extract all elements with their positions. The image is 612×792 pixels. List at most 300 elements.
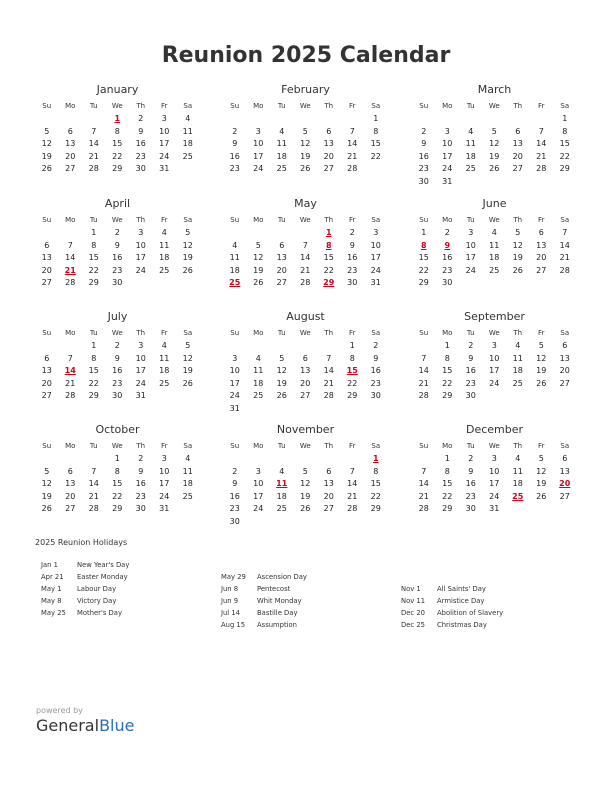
weekday-header: Mo bbox=[253, 329, 264, 337]
day-cell: 5 bbox=[279, 353, 285, 363]
day-cell: 18 bbox=[512, 366, 523, 375]
holiday-name: Mother's Day bbox=[77, 609, 122, 617]
weekday-header: Th bbox=[324, 329, 334, 337]
empty-cell bbox=[294, 227, 318, 240]
day-cell: 6 bbox=[515, 126, 521, 136]
weekday-header: Mo bbox=[442, 102, 453, 110]
day-cell: 19 bbox=[300, 491, 311, 501]
weekday-header: Mo bbox=[65, 102, 76, 110]
month-name: November bbox=[276, 423, 335, 436]
day-cell: 24 bbox=[253, 504, 264, 513]
day-cell: 11 bbox=[159, 240, 170, 250]
day-cell: 29 bbox=[88, 278, 99, 287]
day-cell: 12 bbox=[300, 139, 311, 148]
day-cell: 11 bbox=[512, 466, 523, 476]
weekday-header: Tu bbox=[466, 216, 475, 224]
day-cell: 7 bbox=[421, 466, 427, 476]
day-cell: 25 bbox=[182, 491, 193, 501]
weekday-header: Sa bbox=[371, 102, 381, 110]
day-cell: 1 bbox=[421, 228, 427, 237]
day-cell: 11 bbox=[182, 126, 193, 136]
day-cell: 8 bbox=[349, 353, 355, 363]
day-cell: 19 bbox=[182, 253, 193, 262]
weekday-header: Su bbox=[230, 216, 240, 224]
day-cell: 24 bbox=[489, 491, 500, 501]
month-may bbox=[223, 197, 388, 290]
day-cell: 30 bbox=[418, 176, 429, 186]
day-cell: 5 bbox=[538, 454, 544, 463]
weekday-header: Su bbox=[230, 442, 240, 450]
weekday-header: Tu bbox=[277, 102, 286, 110]
day-cell: 17 bbox=[442, 151, 453, 161]
holiday-column bbox=[401, 583, 571, 631]
weekday-header: Su bbox=[42, 102, 52, 110]
empty-cell bbox=[483, 113, 507, 126]
day-cell: 19 bbox=[536, 366, 547, 375]
day-cell: 10 bbox=[159, 466, 170, 476]
day-cell: 12 bbox=[253, 253, 264, 262]
day-cell: 24 bbox=[135, 378, 146, 388]
empty-cell bbox=[247, 340, 271, 353]
weekday-header: Tu bbox=[277, 442, 286, 450]
day-cell: 15 bbox=[442, 366, 453, 375]
month-days-grid bbox=[412, 214, 577, 290]
day-cell: 9 bbox=[373, 353, 379, 363]
day-cell: 17 bbox=[159, 479, 170, 488]
day-cell: 29 bbox=[347, 391, 358, 400]
day-cell: 14 bbox=[88, 479, 99, 488]
day-cell: 5 bbox=[302, 466, 308, 476]
day-cell: 11 bbox=[182, 466, 193, 476]
day-cell: 26 bbox=[182, 378, 193, 388]
weekday-header: Tu bbox=[466, 442, 475, 450]
empty-cell bbox=[459, 113, 483, 126]
day-cell: 12 bbox=[41, 139, 52, 148]
holiday-row bbox=[401, 607, 571, 619]
day-cell: 22 bbox=[442, 491, 453, 501]
day-cell: 13 bbox=[41, 253, 52, 262]
holiday-name: Christmas Day bbox=[437, 621, 487, 629]
day-cell: 29 bbox=[418, 278, 429, 287]
holiday-row bbox=[401, 595, 571, 607]
weekday-header: We bbox=[111, 102, 123, 110]
weekday-header: We bbox=[111, 329, 123, 337]
empty-cell bbox=[35, 340, 59, 353]
day-cell: 6 bbox=[326, 126, 332, 136]
empty-cell bbox=[317, 453, 341, 466]
holiday-day: 20 bbox=[559, 479, 571, 488]
day-cell: 28 bbox=[88, 504, 99, 513]
day-cell: 16 bbox=[442, 253, 453, 262]
day-cell: 30 bbox=[112, 278, 123, 287]
day-cell: 15 bbox=[442, 479, 453, 488]
month-september bbox=[412, 310, 577, 403]
day-cell: 17 bbox=[229, 378, 240, 388]
empty-cell bbox=[247, 453, 271, 466]
holiday-column bbox=[41, 559, 211, 619]
day-cell: 31 bbox=[370, 278, 381, 287]
day-cell: 19 bbox=[300, 151, 311, 161]
day-cell: 18 bbox=[182, 139, 193, 148]
weekday-header: Tu bbox=[89, 216, 98, 224]
day-cell: 7 bbox=[326, 353, 332, 363]
day-cell: 31 bbox=[159, 164, 170, 173]
day-cell: 17 bbox=[135, 253, 146, 262]
day-cell: 30 bbox=[465, 391, 476, 400]
day-cell: 15 bbox=[112, 479, 123, 488]
day-cell: 8 bbox=[91, 240, 97, 250]
empty-cell bbox=[82, 453, 106, 466]
day-cell: 26 bbox=[276, 391, 287, 400]
empty-cell bbox=[294, 340, 318, 353]
day-cell: 5 bbox=[538, 341, 544, 350]
day-cell: 26 bbox=[300, 164, 311, 173]
day-cell: 25 bbox=[465, 164, 476, 173]
day-cell: 31 bbox=[135, 391, 146, 400]
day-cell: 29 bbox=[559, 164, 570, 173]
weekday-header: We bbox=[488, 216, 500, 224]
day-cell: 2 bbox=[468, 454, 474, 463]
day-cell: 27 bbox=[41, 391, 52, 400]
holiday-name: Assumption bbox=[257, 621, 297, 629]
day-cell: 28 bbox=[300, 278, 311, 287]
day-cell: 24 bbox=[253, 164, 264, 173]
empty-cell bbox=[530, 113, 554, 126]
weekday-header: Sa bbox=[560, 442, 570, 450]
day-cell: 22 bbox=[418, 265, 429, 275]
day-cell: 2 bbox=[114, 341, 120, 350]
day-cell: 17 bbox=[465, 253, 476, 262]
day-cell: 4 bbox=[161, 228, 167, 237]
weekday-header: Fr bbox=[349, 329, 356, 337]
weekday-header: We bbox=[299, 329, 311, 337]
day-cell: 29 bbox=[112, 504, 123, 513]
day-cell: 17 bbox=[135, 366, 146, 375]
day-cell: 27 bbox=[323, 504, 334, 513]
holiday-row bbox=[221, 595, 391, 607]
day-cell: 20 bbox=[41, 378, 52, 388]
weekday-header: We bbox=[299, 216, 311, 224]
day-cell: 24 bbox=[229, 391, 240, 400]
day-cell: 29 bbox=[442, 391, 453, 400]
weekday-header: Su bbox=[230, 329, 240, 337]
day-cell: 6 bbox=[67, 126, 73, 136]
day-cell: 5 bbox=[44, 466, 50, 476]
day-cell: 5 bbox=[185, 341, 191, 350]
empty-cell bbox=[35, 227, 59, 240]
holiday-day: 1 bbox=[114, 114, 121, 123]
weekday-header: Fr bbox=[538, 216, 545, 224]
day-cell: 2 bbox=[468, 341, 474, 350]
footer bbox=[36, 706, 134, 735]
day-cell: 10 bbox=[489, 466, 500, 476]
day-cell: 12 bbox=[276, 366, 287, 375]
empty-cell bbox=[317, 340, 341, 353]
day-cell: 2 bbox=[138, 114, 144, 123]
weekday-header: Sa bbox=[560, 102, 570, 110]
day-cell: 28 bbox=[418, 504, 429, 513]
month-days-grid bbox=[35, 327, 200, 403]
weekday-header: Tu bbox=[277, 216, 286, 224]
holiday-day: 1 bbox=[325, 228, 332, 237]
day-cell: 25 bbox=[512, 378, 523, 388]
day-cell: 2 bbox=[232, 466, 238, 476]
empty-cell bbox=[270, 340, 294, 353]
day-cell: 7 bbox=[538, 126, 544, 136]
holiday-date: Nov 1 bbox=[401, 585, 421, 593]
day-cell: 16 bbox=[112, 366, 123, 375]
weekday-header: Su bbox=[42, 442, 52, 450]
day-cell: 8 bbox=[444, 466, 450, 476]
day-cell: 13 bbox=[559, 466, 570, 476]
month-days-grid bbox=[35, 100, 200, 176]
month-days-grid bbox=[412, 100, 577, 188]
day-cell: 25 bbox=[253, 391, 264, 400]
day-cell: 15 bbox=[559, 139, 570, 148]
holiday-row bbox=[41, 559, 211, 571]
weekday-header: Tu bbox=[89, 102, 98, 110]
day-cell: 15 bbox=[88, 366, 99, 375]
holiday-day: 25 bbox=[229, 278, 241, 287]
day-cell: 10 bbox=[442, 139, 453, 148]
day-cell: 23 bbox=[229, 504, 240, 513]
holiday-row bbox=[41, 595, 211, 607]
weekday-header: Sa bbox=[371, 216, 381, 224]
day-cell: 13 bbox=[41, 366, 52, 375]
day-cell: 17 bbox=[370, 253, 381, 262]
holiday-row bbox=[41, 607, 211, 619]
day-cell: 19 bbox=[41, 491, 52, 501]
day-cell: 7 bbox=[67, 353, 73, 363]
day-cell: 15 bbox=[418, 253, 429, 262]
month-name: September bbox=[464, 310, 525, 323]
day-cell: 3 bbox=[444, 126, 450, 136]
day-cell: 16 bbox=[135, 139, 146, 148]
day-cell: 28 bbox=[536, 164, 547, 173]
day-cell: 22 bbox=[88, 378, 99, 388]
day-cell: 10 bbox=[370, 240, 381, 250]
day-cell: 9 bbox=[468, 466, 474, 476]
day-cell: 11 bbox=[489, 240, 500, 250]
day-cell: 20 bbox=[536, 253, 547, 262]
day-cell: 21 bbox=[418, 378, 429, 388]
day-cell: 15 bbox=[112, 139, 123, 148]
day-cell: 16 bbox=[465, 366, 476, 375]
weekday-header: Th bbox=[136, 442, 146, 450]
day-cell: 14 bbox=[300, 253, 311, 262]
empty-cell bbox=[223, 453, 247, 466]
weekday-header: Sa bbox=[371, 442, 381, 450]
month-february bbox=[223, 83, 388, 176]
day-cell: 25 bbox=[489, 265, 500, 275]
day-cell: 14 bbox=[418, 366, 429, 375]
weekday-header: Mo bbox=[253, 442, 264, 450]
weekday-header: Th bbox=[513, 442, 523, 450]
weekday-header: Th bbox=[136, 329, 146, 337]
holiday-day: 14 bbox=[64, 366, 76, 375]
day-cell: 8 bbox=[373, 466, 379, 476]
holiday-row bbox=[401, 583, 571, 595]
day-cell: 29 bbox=[370, 504, 381, 513]
empty-cell bbox=[294, 113, 318, 126]
day-cell: 13 bbox=[559, 353, 570, 363]
day-cell: 10 bbox=[465, 240, 476, 250]
day-cell: 22 bbox=[559, 151, 570, 161]
month-name: June bbox=[482, 197, 507, 210]
day-cell: 7 bbox=[421, 353, 427, 363]
weekday-header: Tu bbox=[277, 329, 286, 337]
holiday-row bbox=[221, 583, 391, 595]
day-cell: 5 bbox=[515, 228, 521, 237]
day-cell: 23 bbox=[465, 378, 476, 388]
day-cell: 16 bbox=[229, 151, 240, 161]
day-cell: 21 bbox=[536, 151, 547, 161]
brand-logo[interactable] bbox=[36, 716, 134, 735]
holiday-day: 8 bbox=[325, 240, 332, 250]
weekday-header: Mo bbox=[442, 216, 453, 224]
empty-cell bbox=[270, 227, 294, 240]
month-days-grid bbox=[35, 214, 200, 290]
weekday-header: We bbox=[299, 442, 311, 450]
day-cell: 8 bbox=[373, 126, 379, 136]
weekday-header: Tu bbox=[466, 329, 475, 337]
day-cell: 23 bbox=[229, 164, 240, 173]
day-cell: 30 bbox=[347, 278, 358, 287]
day-cell: 16 bbox=[112, 253, 123, 262]
day-cell: 11 bbox=[253, 366, 264, 375]
day-cell: 6 bbox=[44, 353, 50, 363]
day-cell: 1 bbox=[444, 341, 450, 350]
month-june bbox=[412, 197, 577, 290]
holiday-name: Abolition of Slavery bbox=[437, 609, 504, 617]
weekday-header: Mo bbox=[253, 216, 264, 224]
empty-cell bbox=[436, 113, 460, 126]
weekday-header: Th bbox=[324, 442, 334, 450]
empty-cell bbox=[59, 453, 83, 466]
holiday-date: Jan 1 bbox=[41, 561, 58, 569]
day-cell: 7 bbox=[67, 240, 73, 250]
day-cell: 21 bbox=[323, 378, 334, 388]
day-cell: 1 bbox=[444, 454, 450, 463]
weekday-header: We bbox=[488, 102, 500, 110]
day-cell: 2 bbox=[232, 126, 238, 136]
day-cell: 27 bbox=[559, 491, 570, 501]
weekday-header: Mo bbox=[253, 102, 264, 110]
day-cell: 30 bbox=[370, 391, 381, 400]
day-cell: 28 bbox=[418, 391, 429, 400]
day-cell: 22 bbox=[370, 151, 381, 161]
day-cell: 7 bbox=[91, 126, 97, 136]
holiday-date: Dec 25 bbox=[401, 621, 425, 629]
holiday-name: Bastille Day bbox=[257, 609, 298, 617]
day-cell: 20 bbox=[323, 491, 334, 501]
month-april bbox=[35, 197, 200, 290]
day-cell: 13 bbox=[65, 139, 76, 148]
empty-cell bbox=[59, 227, 83, 240]
month-days-grid bbox=[223, 100, 388, 176]
holiday-name: Ascension Day bbox=[257, 573, 307, 581]
empty-cell bbox=[412, 340, 436, 353]
month-march bbox=[412, 83, 577, 188]
day-cell: 10 bbox=[135, 240, 146, 250]
day-cell: 10 bbox=[253, 139, 264, 148]
day-cell: 10 bbox=[159, 126, 170, 136]
day-cell: 30 bbox=[229, 516, 240, 526]
weekday-header: Mo bbox=[65, 442, 76, 450]
month-name: August bbox=[286, 310, 325, 323]
day-cell: 18 bbox=[512, 479, 523, 488]
day-cell: 21 bbox=[418, 491, 429, 501]
day-cell: 4 bbox=[255, 353, 261, 363]
empty-cell bbox=[294, 453, 318, 466]
weekday-header: Fr bbox=[161, 216, 168, 224]
day-cell: 3 bbox=[161, 114, 167, 123]
month-july bbox=[35, 310, 200, 403]
powered-by-text: powered by bbox=[36, 706, 83, 715]
day-cell: 18 bbox=[182, 479, 193, 488]
holiday-row bbox=[41, 583, 211, 595]
day-cell: 9 bbox=[138, 126, 144, 136]
day-cell: 20 bbox=[323, 151, 334, 161]
day-cell: 18 bbox=[465, 151, 476, 161]
day-cell: 4 bbox=[279, 126, 285, 136]
day-cell: 3 bbox=[232, 353, 238, 363]
weekday-header: Su bbox=[419, 216, 429, 224]
day-cell: 25 bbox=[276, 504, 287, 513]
day-cell: 7 bbox=[349, 466, 355, 476]
day-cell: 26 bbox=[41, 504, 52, 513]
holiday-date: Jun 9 bbox=[221, 597, 239, 605]
weekday-header: Sa bbox=[371, 329, 381, 337]
weekday-header: Su bbox=[42, 216, 52, 224]
day-cell: 27 bbox=[65, 164, 76, 173]
day-cell: 28 bbox=[323, 391, 334, 400]
day-cell: 5 bbox=[185, 228, 191, 237]
day-cell: 4 bbox=[491, 228, 497, 237]
day-cell: 12 bbox=[41, 479, 52, 488]
empty-cell bbox=[270, 453, 294, 466]
day-cell: 3 bbox=[161, 454, 167, 463]
day-cell: 31 bbox=[159, 504, 170, 513]
day-cell: 1 bbox=[349, 341, 355, 350]
weekday-header: Sa bbox=[183, 329, 193, 337]
day-cell: 2 bbox=[138, 454, 144, 463]
weekday-header: Fr bbox=[161, 442, 168, 450]
empty-cell bbox=[59, 113, 83, 126]
day-cell: 9 bbox=[232, 479, 238, 488]
weekday-header: Th bbox=[513, 102, 523, 110]
day-cell: 3 bbox=[373, 228, 379, 237]
day-cell: 23 bbox=[442, 265, 453, 275]
month-october bbox=[35, 423, 200, 516]
holiday-date: May 29 bbox=[221, 573, 246, 581]
day-cell: 16 bbox=[370, 366, 381, 375]
day-cell: 18 bbox=[276, 151, 287, 161]
day-cell: 14 bbox=[536, 139, 547, 148]
holiday-day: 15 bbox=[346, 366, 358, 375]
weekday-header: Mo bbox=[442, 329, 453, 337]
day-cell: 28 bbox=[88, 164, 99, 173]
day-cell: 29 bbox=[88, 391, 99, 400]
day-cell: 14 bbox=[418, 479, 429, 488]
day-cell: 21 bbox=[347, 151, 358, 161]
weekday-header: Fr bbox=[161, 329, 168, 337]
day-cell: 3 bbox=[255, 126, 261, 136]
holiday-date: Nov 11 bbox=[401, 597, 426, 605]
day-cell: 7 bbox=[349, 126, 355, 136]
day-cell: 25 bbox=[276, 164, 287, 173]
day-cell: 19 bbox=[489, 151, 500, 161]
